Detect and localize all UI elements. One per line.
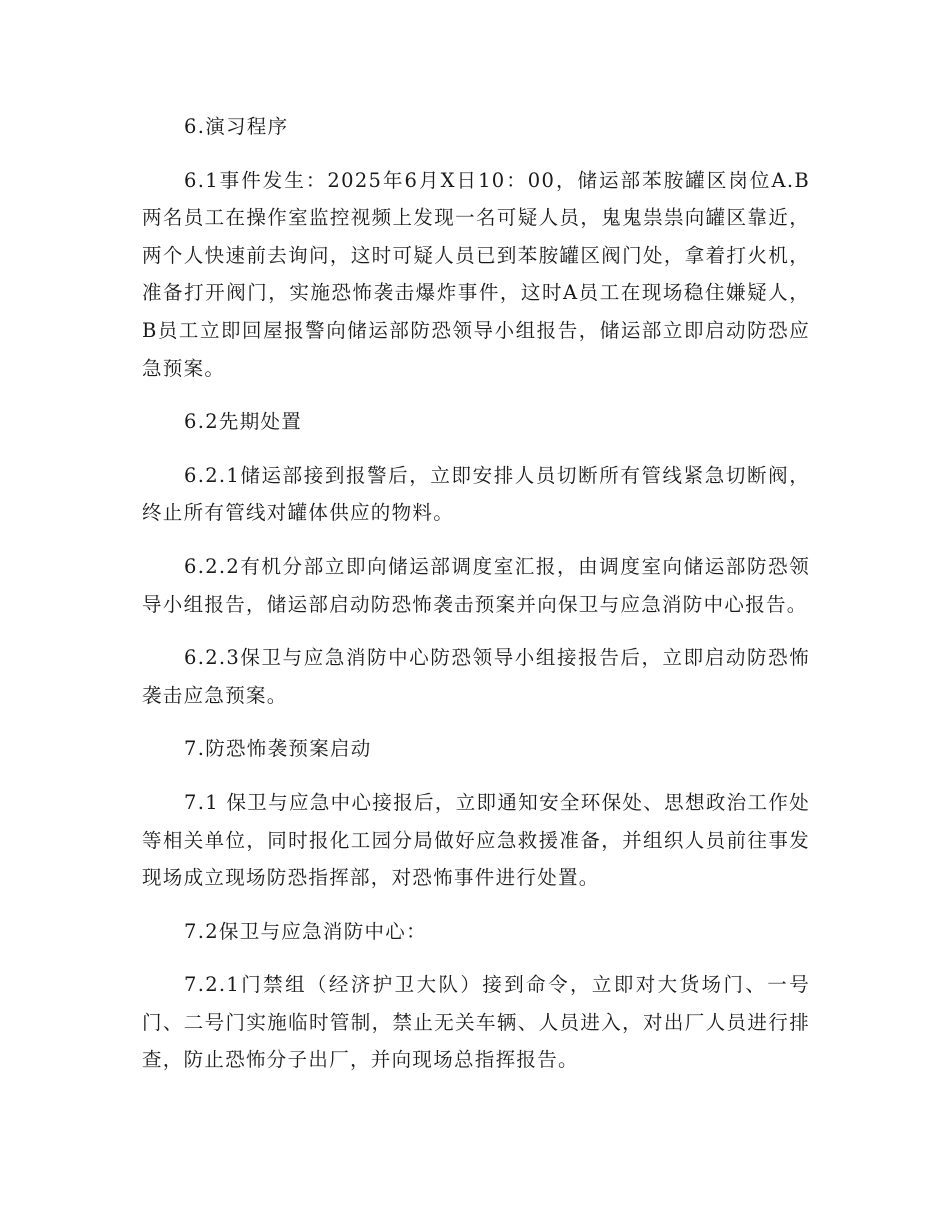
paragraph-7-1: 7.1 保卫与应急中心接报后，立即通知安全环保处、思想政治工作处等相关单位，同时报化工园分局做好应急救援准备，并组织人员前往事发现场成立现场防恐指挥部，对恐怖事件进行处置。 (142, 790, 810, 890)
paragraph-7-2-1: 7.2.1门禁组（经济护卫大队）接到命令，立即对大货场门、一号门、二号门实施临时管制，禁止无关车辆、人员进入，对出厂人员进行排查，防止恐怖分子出厂，并向现场总指挥报告。 (142, 973, 810, 1072)
document-page (142, 108, 810, 1079)
paragraph-6-2-3: 6.2.3保卫与应急消防中心防恐领导小组接报告后，立即启动防恐怖袭击应急预案。 (142, 646, 810, 707)
section-heading-6: 6.演习程序 (184, 115, 289, 138)
paragraph-6-2-1: 6.2.1储运部接到报警后，立即安排人员切断所有管线紧急切断阀，终止所有管线对罐体供应的物料。 (142, 463, 810, 525)
section-heading-6-2: 6.2先期处置 (184, 410, 303, 434)
section-heading-7: 7.防恐怖袭预案启动 (184, 737, 372, 761)
paragraph-6-2-2: 6.2.2有机分部立即向储运部调度室汇报，由调度室向储运部防恐领导小组报告，储运部启动防恐怖袭击预案并向保卫与应急消防中心报告。 (142, 554, 810, 616)
section-heading-7-2: 7.2保卫与应急消防中心： (184, 919, 427, 943)
paragraph-6-1: 6.1事件发生：2025年6月X日10：00，储运部苯胺罐区岗位A.B两名员工在操作室监控视频上发现一名可疑人员，鬼鬼祟祟向罐区靠近，两个人快速前去询问，这时可疑人员已到苯胺罐区阀门处，拿着打火机，准备打开阀门，实施恐怖袭击爆炸事件，这时A员工在现场稳住嫌疑人，B员工立即回屋报警向储运部防恐领导小组报告，储运部立即启动防恐应急预案。 (142, 168, 810, 380)
